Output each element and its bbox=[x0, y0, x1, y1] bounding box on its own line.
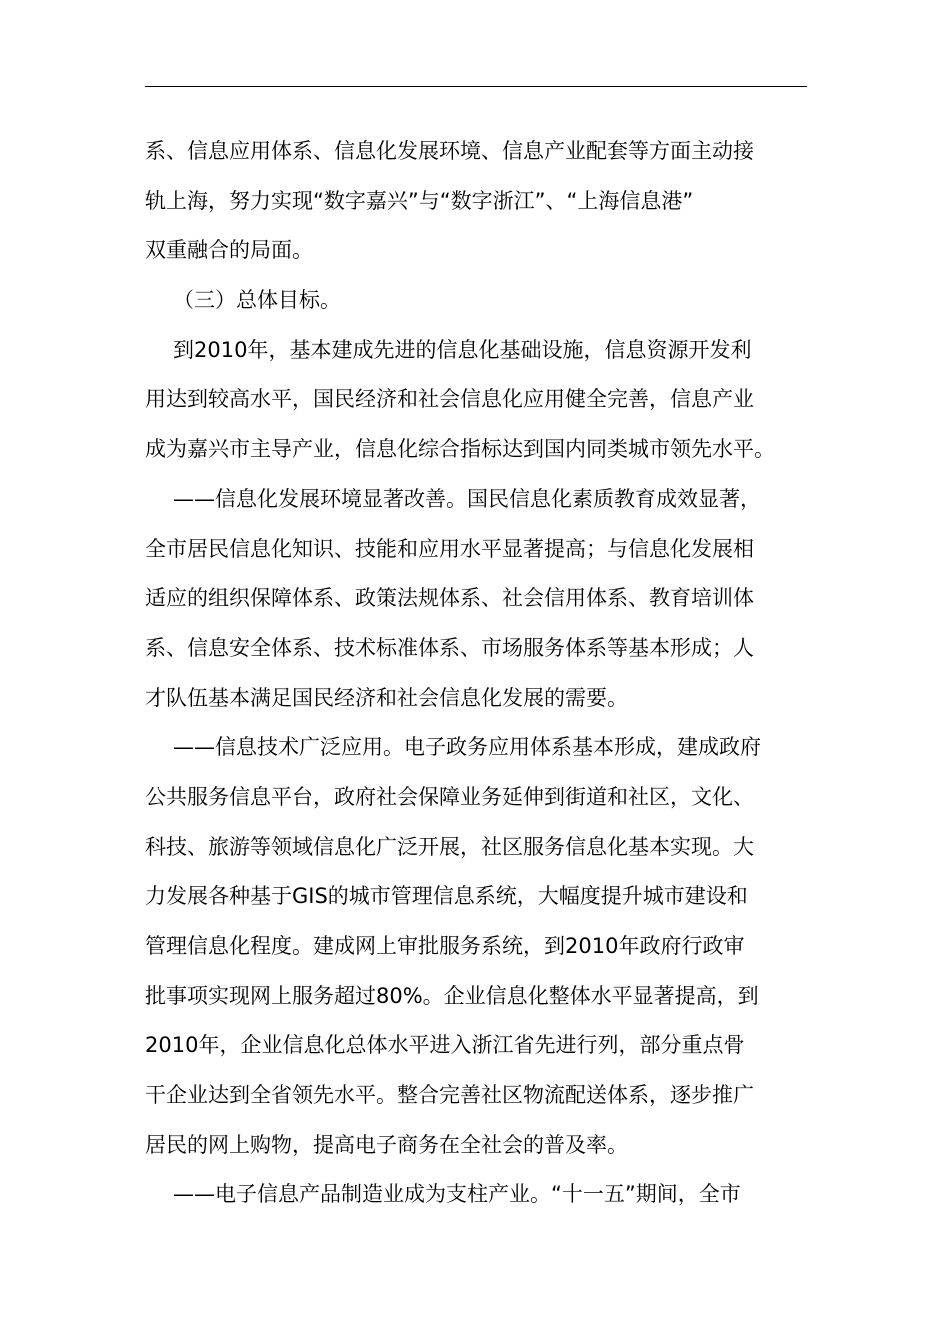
text-line: 双重融合的局面。 bbox=[145, 238, 313, 262]
text-line: ——信息技术广泛应用。电子政务应用体系基本形成，建成政府 bbox=[173, 735, 761, 759]
text-line: 才队伍基本满足国民经济和社会信息化发展的需要。 bbox=[145, 686, 628, 710]
text-line: 系、信息应用体系、信息化发展环境、信息产业配套等方面主动接 bbox=[145, 139, 754, 163]
text-line: 居民的网上购物，提高电子商务在全社会的普及率。 bbox=[145, 1133, 628, 1157]
text-line: 公共服务信息平台，政府社会保障业务延伸到街道和社区，文化、 bbox=[145, 785, 754, 809]
text-line: 适应的组织保障体系、政策法规体系、社会信用体系、教育培训体 bbox=[145, 586, 754, 610]
text-line: 全市居民信息化知识、技能和应用水平显著提高；与信息化发展相 bbox=[145, 537, 754, 561]
text-line: 成为嘉兴市主导产业，信息化综合指标达到国内同类城市领先水平。 bbox=[145, 437, 775, 461]
text-line: 干企业达到全省领先水平。整合完善社区物流配送体系，逐步推广 bbox=[145, 1083, 754, 1107]
text-line: 2010年，企业信息化总体水平进入浙江省先进行列，部分重点骨 bbox=[145, 1033, 745, 1057]
text-line: ——电子信息产品制造业成为支柱产业。“十一五”期间，全市 bbox=[173, 1182, 741, 1206]
header-rule bbox=[145, 86, 807, 87]
text-line: 轨上海，努力实现“数字嘉兴”与“数字浙江”、“上海信息港” bbox=[145, 189, 694, 213]
text-line: 管理信息化程度。建成网上审批服务系统，到2010年政府行政审 bbox=[145, 934, 745, 958]
section-heading: （三）总体目标。 bbox=[173, 288, 341, 312]
text-line: 系、信息安全体系、技术标准体系、市场服务体系等基本形成；人 bbox=[145, 636, 754, 660]
text-line: 批事项实现网上服务超过80%。企业信息化整体水平显著提高，到 bbox=[145, 984, 759, 1008]
text-line: 科技、旅游等领域信息化广泛开展，社区服务信息化基本实现。大 bbox=[145, 835, 754, 859]
text-line: ——信息化发展环境显著改善。国民信息化素质教育成效显著， bbox=[173, 487, 761, 511]
text-line: 到2010年，基本建成先进的信息化基础设施，信息资源开发利 bbox=[173, 338, 752, 362]
text-line: 用达到较高水平，国民经济和社会信息化应用健全完善，信息产业 bbox=[145, 387, 754, 411]
text-line: 力发展各种基于GIS的城市管理信息系统，大幅度提升城市建设和 bbox=[145, 884, 748, 908]
